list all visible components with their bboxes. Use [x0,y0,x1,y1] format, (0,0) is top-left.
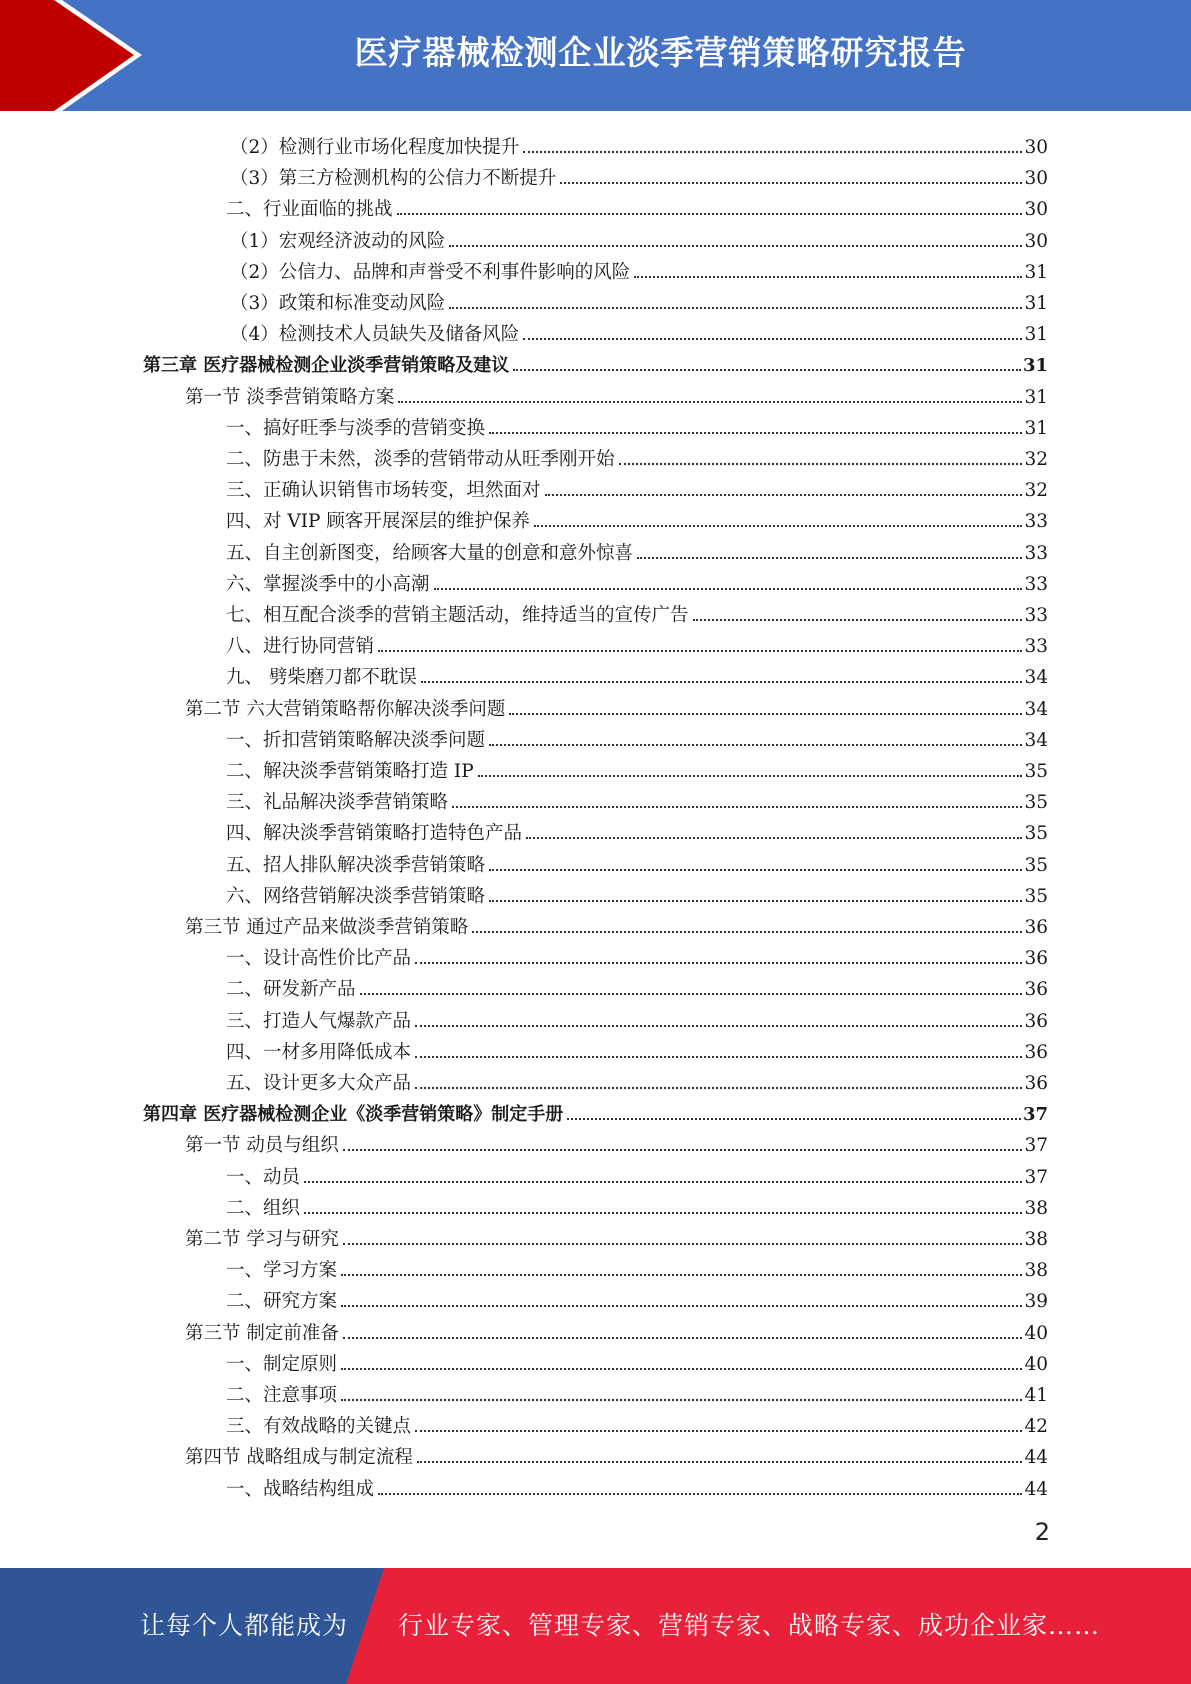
toc-chapter[interactable] [143,1095,1048,1126]
footer-slogan-right: 行业专家、管理专家、营销专家、战略专家、成功企业家…… [398,1611,1101,1640]
toc-page-number: 39 [1024,1291,1048,1313]
toc-page-number: 30 [1024,199,1048,221]
toc-entry-title: 六、网络营销解决淡季营销策略 [226,885,486,907]
toc-dot-leader [341,1399,1022,1401]
toc-dot-leader [449,307,1022,309]
toc-section[interactable] [185,1126,1048,1157]
toc-entry-title: 六、掌握淡季中的小高潮 [226,573,430,595]
toc-entry-title: 八、进行协同营销 [226,636,375,658]
toc-dot-leader [341,1274,1022,1276]
toc-dot-leader [478,775,1023,777]
toc-entry[interactable] [226,970,1048,1001]
toc-page-number: 32 [1024,480,1048,502]
toc-dot-leader [415,1430,1022,1432]
toc-entry[interactable] [226,1407,1048,1438]
toc-page-number: 31 [1024,417,1048,439]
toc-dot-leader [343,1337,1023,1339]
toc-page-number: 30 [1024,168,1048,190]
toc-page-number: 38 [1024,1229,1048,1250]
toc-dot-leader [523,338,1022,340]
toc-page-number: 33 [1024,511,1048,533]
toc-page-number: 31 [1022,355,1048,377]
toc-dot-leader [304,1181,1022,1183]
toc-entry[interactable] [230,222,1048,253]
toc-entry-title: 五、设计更多大众产品 [226,1073,412,1094]
toc-section[interactable] [185,378,1048,409]
toc-dot-leader [513,369,1021,371]
toc-section[interactable] [185,908,1048,939]
toc-page-number: 33 [1024,573,1048,595]
toc-entry-title: 一、学习方案 [226,1260,338,1282]
toc-page-number: 37 [1022,1104,1048,1126]
toc-page-number: 35 [1024,823,1048,845]
toc-entry-title: 二、研发新产品 [226,979,356,1001]
toc-entry[interactable] [230,284,1048,315]
toc-entry[interactable] [226,877,1048,908]
footer-bar [0,1568,1191,1684]
toc-page-number: 34 [1024,729,1048,751]
toc-entry-title: 七、相互配合淡季的营销主题活动，维持适当的宣传广告 [226,605,689,626]
toc-dot-leader [489,744,1022,746]
toc-section[interactable] [185,1438,1048,1469]
document-title: 医疗器械检测企业淡季营销策略研究报告 [354,33,967,72]
toc-entry-title: 二、注意事项 [226,1385,338,1406]
toc-entry-title: 三、打造人气爆款产品 [226,1010,412,1032]
toc-page-number: 33 [1024,605,1048,626]
toc-entry-title: （3）第三方检测机构的公信力不断提升 [230,168,557,190]
toc-dot-leader [415,1056,1022,1058]
toc-dot-leader [545,494,1023,496]
toc-entry-title: 第三节 通过产品来做淡季营销策略 [185,917,469,938]
toc-dot-leader [526,837,1022,839]
toc-dot-leader [304,1212,1022,1214]
toc-entry-title: 三、有效战略的关键点 [226,1416,412,1438]
toc-entry[interactable] [226,190,1048,221]
toc-entry[interactable] [226,721,1048,752]
toc-page-number: 37 [1024,1135,1048,1157]
toc-entry-title: 一、搞好旺季与淡季的营销变换 [226,417,486,439]
toc-entry[interactable] [226,1158,1048,1189]
toc-entry-title: 一、设计高性价比产品 [226,948,412,970]
toc-page-number: 30 [1024,230,1048,252]
toc-entry[interactable] [226,1251,1048,1282]
toc-entry[interactable] [230,315,1048,346]
toc-entry-title: （2）公信力、品牌和声誉受不利事件影响的风险 [230,261,631,283]
toc-chapter[interactable] [143,346,1048,377]
toc-page-number: 44 [1024,1447,1048,1469]
toc-dot-leader [693,619,1023,621]
toc-entry[interactable] [226,627,1048,658]
toc-entry-title: 第二节 学习与研究 [185,1229,339,1250]
toc-entry[interactable] [226,939,1048,970]
toc-dot-leader [341,1305,1022,1307]
toc-entry-title: 一、动员 [226,1166,301,1188]
toc-entry-title: 三、正确认识销售市场转变，坦然面对 [226,480,541,502]
toc-page-number: 35 [1024,761,1048,782]
toc-entry[interactable] [226,471,1048,502]
toc-entry[interactable] [226,846,1048,877]
header-bar [0,0,1191,111]
toc-dot-leader [634,276,1022,278]
toc-entry-title: 四、一材多用降低成本 [226,1041,412,1063]
toc-page-number: 36 [1024,1010,1048,1032]
toc-dot-leader [489,432,1022,434]
toc-entry-title: 九、 劈柴磨刀都不耽误 [226,667,417,689]
toc-entry-title: 五、招人排队解决淡季营销策略 [226,854,486,876]
toc-entry-title: 第一节 淡季营销策略方案 [185,386,395,408]
toc-page-number: 32 [1024,449,1048,470]
toc-page-number: 33 [1024,636,1048,658]
toc-entry-title: 第二节 六大营销策略帮你解决淡季问题 [185,698,506,720]
toc-dot-leader [509,713,1022,715]
toc-dot-leader [397,213,1023,215]
toc-entry[interactable] [230,128,1048,159]
toc-dot-leader [398,401,1022,403]
toc-dot-leader [637,557,1022,559]
toc-page-number: 31 [1024,293,1048,314]
toc-entry[interactable] [226,409,1048,440]
toc-dot-leader [360,993,1023,995]
toc-entry[interactable] [226,1376,1048,1407]
toc-page-number: 37 [1024,1166,1048,1188]
toc-section[interactable] [185,1220,1048,1251]
toc-entry[interactable] [226,1189,1048,1220]
toc-entry-title: 一、折扣营销策略解决淡季问题 [226,729,486,751]
toc-page-number: 40 [1024,1353,1048,1375]
toc-dot-leader [378,1493,1022,1495]
toc-dot-leader [523,151,1022,153]
toc-entry[interactable] [226,502,1048,533]
toc-page-number: 31 [1024,261,1048,283]
toc-entry-title: 一、战略结构组成 [226,1478,375,1500]
toc-dot-leader [415,962,1022,964]
toc-entry[interactable] [226,596,1048,627]
toc-entry-title: （3）政策和标准变动风险 [230,293,446,314]
toc-entry-title: 五、自主创新图变，给顾客大量的创意和意外惊喜 [226,542,634,564]
toc-entry[interactable] [226,565,1048,596]
toc-entry-title: （2）检测行业市场化程度加快提升 [230,137,520,158]
toc-entry[interactable] [226,1064,1048,1095]
toc-entry[interactable] [226,1282,1048,1313]
toc-entry[interactable] [226,440,1048,471]
toc-entry[interactable] [226,1002,1048,1033]
toc-dot-leader [489,900,1022,902]
toc-dot-leader [434,588,1023,590]
toc-page-number: 31 [1024,324,1048,346]
toc-dot-leader [417,1461,1023,1463]
toc-entry-title: 第四节 战略组成与制定流程 [185,1447,413,1469]
toc-page-number: 36 [1024,1073,1048,1094]
toc-dot-leader [489,869,1022,871]
toc-entry-title: 四、对 VIP 顾客开展深层的维护保养 [226,511,530,533]
toc-page-number: 42 [1024,1416,1048,1438]
toc-dot-leader [421,681,1023,683]
page-number: 2 [1034,1518,1050,1546]
toc-entry-title: 四、解决淡季营销策略打造特色产品 [226,823,523,845]
toc-entry[interactable] [226,814,1048,845]
toc-dot-leader [560,182,1022,184]
toc-page-number: 41 [1024,1385,1048,1406]
toc-entry-title: 第四章 医疗器械检测企业《淡季营销策略》制定手册 [143,1104,564,1126]
toc-dot-leader [415,1087,1022,1089]
toc-dot-leader [378,650,1022,652]
toc-entry-title: 二、行业面临的挑战 [226,199,393,221]
toc-page-number: 38 [1024,1260,1048,1282]
toc-entry-title: 二、组织 [226,1197,301,1219]
toc-dot-leader [567,1118,1021,1120]
toc-page-number: 33 [1024,542,1048,564]
toc-page-number: 36 [1024,917,1048,938]
toc-entry-title: 第三章 医疗器械检测企业淡季营销策略及建议 [143,355,510,377]
toc-dot-leader [343,1149,1023,1151]
toc-dot-leader [343,1243,1023,1245]
toc-entry-title: 一、制定原则 [226,1353,338,1375]
toc-dot-leader [341,1368,1022,1370]
toc-entry[interactable] [226,1345,1048,1376]
toc-dot-leader [472,931,1022,933]
toc-page-number: 40 [1024,1322,1048,1344]
toc-page-number: 34 [1024,698,1048,720]
toc-entry-title: 三、礼品解决淡季营销策略 [226,792,449,814]
toc-dot-leader [534,525,1023,527]
header-arrow-decoration [0,0,150,111]
toc-section[interactable] [185,1314,1048,1345]
toc-page-number: 35 [1024,854,1048,876]
toc-entry[interactable] [226,752,1048,783]
toc-entry[interactable] [226,658,1048,689]
toc-page-number: 44 [1024,1478,1048,1500]
toc-page-number: 31 [1024,386,1048,408]
toc-dot-leader [619,463,1023,465]
footer-slogan-left: 让每个人都能成为 [140,1611,349,1640]
toc-page-number: 30 [1024,137,1048,158]
toc-section[interactable] [185,690,1048,721]
toc-entry[interactable] [230,253,1048,284]
toc-entry[interactable] [226,1033,1048,1064]
toc-entry[interactable] [230,159,1048,190]
toc-page-number: 36 [1024,979,1048,1001]
toc-page-number: 35 [1024,792,1048,814]
toc-page-number: 36 [1024,948,1048,970]
toc-entry-title: （1）宏观经济波动的风险 [230,230,446,252]
toc-entry-title: 二、研究方案 [226,1291,338,1313]
toc-entry[interactable] [226,783,1048,814]
toc-entry[interactable] [226,1470,1048,1501]
toc-entry[interactable] [226,534,1048,565]
toc-page-number: 38 [1024,1197,1048,1219]
toc-entry-title: 二、防患于未然，淡季的营销带动从旺季刚开始 [226,449,615,470]
toc-entry-title: （4）检测技术人员缺失及储备风险 [230,324,520,346]
toc-page-number: 36 [1024,1041,1048,1063]
toc-dot-leader [452,806,1022,808]
toc-entry-title: 第一节 动员与组织 [185,1135,339,1157]
toc-dot-leader [449,245,1022,247]
toc-entry-title: 二、解决淡季营销策略打造 IP [226,761,474,782]
toc-dot-leader [415,1025,1022,1027]
toc-page-number: 35 [1024,885,1048,907]
toc-page-number: 34 [1024,667,1048,689]
toc-entry-title: 第三节 制定前准备 [185,1322,339,1344]
